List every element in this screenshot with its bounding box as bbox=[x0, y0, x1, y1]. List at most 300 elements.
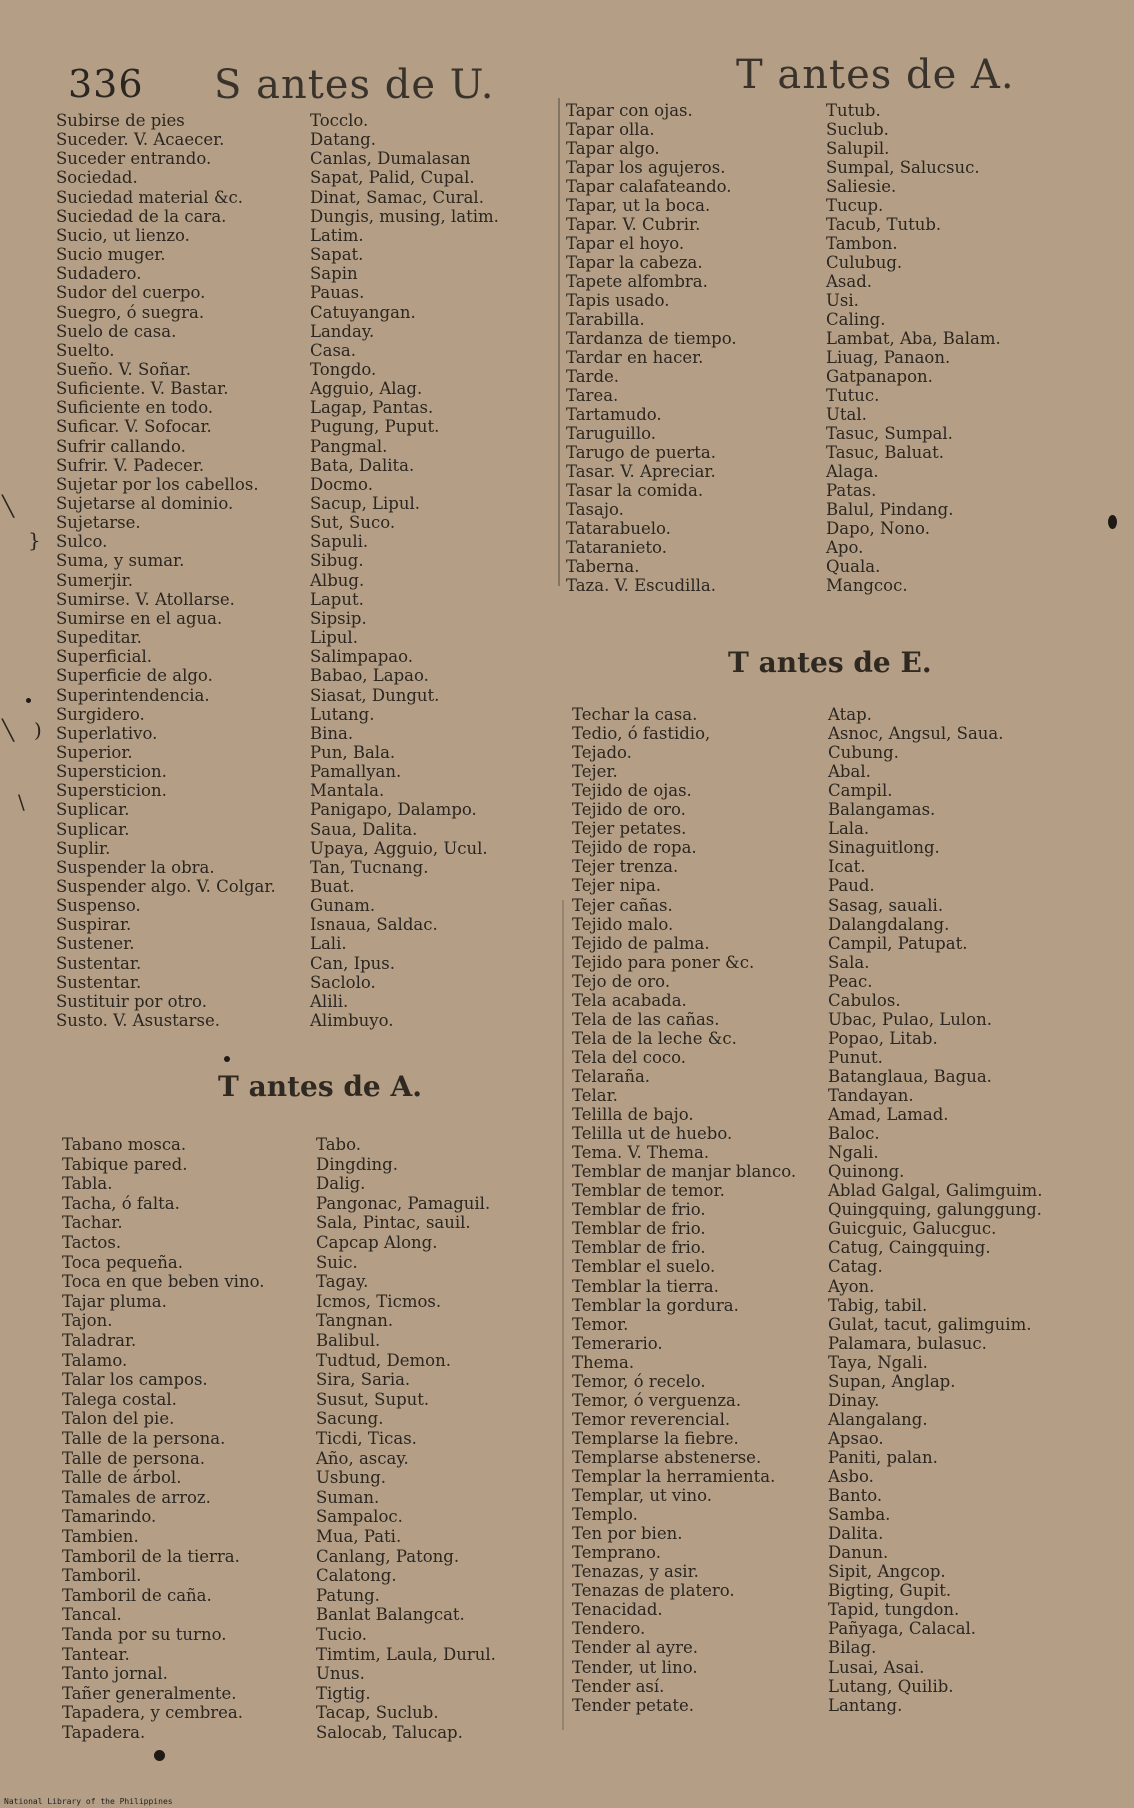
section-heading-t-antes-de-e: T antes de E. bbox=[728, 646, 932, 679]
entry-translation: Banlat Balangcat. bbox=[316, 1605, 465, 1625]
entry-translation: Liuag, Panaon. bbox=[826, 348, 951, 367]
entry-term: Sucio, ut lienzo. bbox=[56, 225, 190, 245]
entry-translation: Banto. bbox=[828, 1486, 883, 1506]
entry-term: Tender petate. bbox=[572, 1695, 695, 1715]
entry-translation: Canlang, Patong. bbox=[316, 1546, 460, 1566]
entry-term: Temor reverencial. bbox=[572, 1409, 731, 1429]
bracket-mark-3: ╲ bbox=[2, 718, 15, 742]
entry-translation: Agguio, Alag. bbox=[310, 379, 423, 399]
entry-term: Temblar de temor. bbox=[572, 1181, 725, 1201]
entry-term: Techar la casa. bbox=[572, 705, 698, 724]
entry-term: Tactos. bbox=[62, 1233, 122, 1252]
entry-translation: Gulat, tacut, galimguim. bbox=[828, 1314, 1032, 1334]
entry-term: Tejer nipa. bbox=[572, 876, 662, 896]
entry-translation: Paud. bbox=[828, 876, 875, 896]
entry-term: Suceder entrando. bbox=[56, 149, 212, 169]
entry-translation: Timtim, Laula, Durul. bbox=[316, 1644, 496, 1664]
entry-term: Temblar de manjar blanco. bbox=[572, 1162, 797, 1182]
entry-term: Supersticion. bbox=[56, 781, 167, 801]
entry-translation: Upaya, Agguio, Ucul. bbox=[310, 838, 488, 858]
entry-term: Tardanza de tiempo. bbox=[566, 329, 737, 348]
entry-term: Suspender la obra. bbox=[56, 857, 215, 877]
entry-translation: Lala. bbox=[828, 819, 870, 839]
entry-term: Tamarindo. bbox=[62, 1507, 157, 1527]
entry-translation: Tongdo. bbox=[310, 359, 377, 379]
ink-spot-2 bbox=[154, 1750, 165, 1761]
entry-term: Toca pequeña. bbox=[62, 1252, 183, 1272]
entry-term: Taladrar. bbox=[62, 1331, 137, 1350]
entry-term: Surgidero. bbox=[56, 704, 145, 724]
entry-term: Tajar pluma. bbox=[62, 1291, 167, 1311]
entry-translation: Panigapo, Dalampo. bbox=[310, 800, 477, 820]
entry-term: Suspenso. bbox=[56, 896, 141, 916]
entry-translation: Sala, Pintac, sauil. bbox=[316, 1213, 471, 1233]
entry-term: Taberna. bbox=[566, 557, 640, 576]
entry-translation: Asnoc, Angsul, Saua. bbox=[828, 724, 1004, 744]
entry-term: Talon del pie. bbox=[62, 1409, 175, 1429]
page-number: 336 bbox=[68, 62, 144, 106]
entry-translation: Baloc. bbox=[828, 1124, 880, 1144]
entry-term: Temblar el suelo. bbox=[572, 1257, 716, 1277]
entry-term: Supeditar. bbox=[56, 628, 142, 648]
entry-translation: Tocclo. bbox=[310, 111, 369, 130]
entry-term: Superior. bbox=[56, 742, 133, 762]
entry-translation: Catag. bbox=[828, 1257, 883, 1277]
entry-translation: Bilag. bbox=[828, 1638, 877, 1658]
entry-translation: Bina. bbox=[310, 723, 354, 743]
entry-translation: Alili. bbox=[310, 991, 349, 1011]
bracket-mark-4: ) bbox=[34, 718, 42, 742]
entry-term: Templar, ut vino. bbox=[572, 1486, 712, 1506]
entry-term: Tañer generalmente. bbox=[62, 1683, 237, 1703]
entry-translation: Balibul. bbox=[316, 1331, 381, 1350]
entry-translation: Taya, Ngali. bbox=[828, 1352, 928, 1372]
entry-translation: Ubac, Pulao, Lulon. bbox=[828, 1009, 992, 1029]
entry-term: Tabano mosca. bbox=[62, 1135, 187, 1154]
entry-translation: Tutuc. bbox=[826, 386, 880, 405]
entry-term: Temerario. bbox=[572, 1333, 663, 1353]
entry-translation: Can, Ipus. bbox=[310, 953, 395, 973]
entry-term: Tamboril. bbox=[62, 1566, 142, 1586]
entry-translation: Danun. bbox=[828, 1543, 889, 1563]
entry-translation: Mua, Pati. bbox=[316, 1527, 402, 1546]
entry-translation: Babao, Lapao. bbox=[310, 666, 429, 686]
entry-translation: Sipsip. bbox=[310, 608, 367, 628]
entry-term: Tarugo de puerta. bbox=[566, 443, 716, 462]
entry-term: Telilla ut de huebo. bbox=[572, 1124, 733, 1144]
entry-term: Sustituir por otro. bbox=[56, 991, 207, 1011]
entry-translation: Dalita. bbox=[828, 1524, 884, 1544]
entry-translation: Unus. bbox=[316, 1664, 365, 1684]
entry-translation: Tapid, tungdon. bbox=[828, 1600, 960, 1620]
entry-term: Tejer cañas. bbox=[572, 895, 673, 915]
entry-translation: Patung. bbox=[316, 1585, 380, 1605]
entry-term: Suelo de casa. bbox=[56, 321, 177, 341]
entry-term: Tejo de oro. bbox=[572, 971, 671, 991]
entry-translation: Apsao. bbox=[828, 1428, 884, 1448]
entry-translation: Tacap, Suclub. bbox=[316, 1703, 439, 1723]
entry-translation: Quala. bbox=[826, 557, 881, 576]
entry-translation: Tucup. bbox=[826, 196, 884, 215]
entry-term: Talamo. bbox=[62, 1350, 128, 1370]
footer-note: National Library of the Philippines bbox=[4, 1797, 173, 1806]
entry-translation: Sacung. bbox=[316, 1409, 384, 1429]
entry-term: Tapete alfombra. bbox=[566, 272, 708, 291]
entry-translation: Icmos, Ticmos. bbox=[316, 1291, 442, 1311]
entry-translation: Saua, Dalita. bbox=[310, 819, 418, 839]
entry-term: Suciedad de la cara. bbox=[56, 206, 227, 226]
entry-translation: Susut, Suput. bbox=[316, 1389, 430, 1409]
entry-term: Talle de persona. bbox=[62, 1448, 206, 1468]
entry-translation: Catuyangan. bbox=[310, 302, 416, 322]
entry-term: Suficiente en todo. bbox=[56, 398, 214, 418]
entry-term: Supersticion. bbox=[56, 762, 167, 782]
section-heading-t-antes-de-a-left: T antes de A. bbox=[218, 1070, 422, 1103]
entry-translation: Tabo. bbox=[316, 1135, 362, 1154]
entry-translation: Sapat. bbox=[310, 245, 364, 265]
entry-translation: Campil, Patupat. bbox=[828, 933, 968, 953]
entry-term: Superlativo. bbox=[56, 723, 158, 743]
entry-term: Sujetar por los cabellos. bbox=[56, 474, 259, 494]
entry-term: Susto. V. Asustarse. bbox=[56, 1011, 220, 1031]
entry-translation: Usbung. bbox=[316, 1468, 386, 1488]
entry-translation: Icat. bbox=[828, 857, 866, 877]
entry-term: Tarabilla. bbox=[566, 310, 645, 329]
entry-translation: Bigting, Gupit. bbox=[828, 1581, 952, 1601]
entry-term: Sufrir. V. Padecer. bbox=[56, 455, 205, 475]
entry-translation: Patas. bbox=[826, 481, 877, 500]
entry-translation: Tandayan. bbox=[828, 1086, 914, 1105]
entry-translation: Alaga. bbox=[826, 462, 879, 481]
entry-term: Sumerjir. bbox=[56, 570, 133, 590]
entry-translation: Peac. bbox=[828, 971, 873, 991]
entry-translation: Tudtud, Demon. bbox=[316, 1350, 451, 1370]
entry-term: Subirse de pies bbox=[56, 111, 185, 130]
entry-term: Sociedad. bbox=[56, 168, 138, 188]
entry-translation: Sala. bbox=[828, 952, 870, 972]
entry-term: Superintendencia. bbox=[56, 685, 210, 705]
entry-term: Superficie de algo. bbox=[56, 666, 213, 686]
entry-term: Temprano. bbox=[572, 1543, 661, 1563]
entry-term: Sulco. bbox=[56, 532, 108, 552]
entry-translation: Sapuli. bbox=[310, 532, 369, 552]
bracket-mark-5: \ bbox=[18, 790, 25, 814]
ink-spot-3 bbox=[224, 1056, 230, 1062]
entry-term: Temblar de frio. bbox=[572, 1238, 706, 1258]
entry-term: Tatarabuelo. bbox=[566, 519, 671, 538]
entry-term: Tapar con ojas. bbox=[566, 101, 693, 120]
entry-term: Suplicar. bbox=[56, 800, 130, 820]
entry-translation: Alimbuyo. bbox=[310, 1011, 394, 1031]
entry-translation: Caling. bbox=[826, 310, 886, 329]
entry-translation: Dungis, musing, latim. bbox=[310, 206, 499, 226]
entry-term: Tender al ayre. bbox=[572, 1638, 698, 1658]
entry-translation: Buat. bbox=[310, 877, 355, 896]
entry-term: Sueño. V. Soñar. bbox=[56, 359, 191, 379]
entry-term: Sustentar. bbox=[56, 972, 142, 992]
entry-term: Tender, ut lino. bbox=[572, 1657, 698, 1677]
entry-term: Templarse abstenerse. bbox=[572, 1447, 762, 1467]
entry-translation: Dingding. bbox=[316, 1154, 398, 1174]
entry-term: Tendero. bbox=[572, 1619, 646, 1639]
entry-term: Tejado. bbox=[572, 743, 632, 763]
entry-translation: Apo. bbox=[826, 538, 864, 557]
entry-term: Tapar calafateando. bbox=[566, 177, 732, 196]
column-divider-lower bbox=[562, 900, 564, 1730]
entry-translation: Ayon. bbox=[828, 1276, 875, 1296]
entry-translation: Lusai, Asai. bbox=[828, 1657, 925, 1677]
entry-translation: Bata, Dalita. bbox=[310, 455, 415, 475]
entry-translation: Tasuc, Sumpal. bbox=[826, 424, 953, 443]
entry-term: Sufrir callando. bbox=[56, 436, 186, 456]
entry-term: Tedio, ó fastidio, bbox=[572, 724, 711, 744]
entry-translation: Albug. bbox=[310, 570, 365, 590]
entry-translation: Suic. bbox=[316, 1252, 358, 1272]
entry-term: Tejido de oro. bbox=[572, 800, 686, 820]
entry-term: Tejido malo. bbox=[572, 914, 674, 934]
entry-translation: Lagap, Pantas. bbox=[310, 398, 434, 418]
entry-translation: Latim. bbox=[310, 225, 364, 245]
entry-term: Tabique pared. bbox=[62, 1154, 188, 1174]
entry-translation: Paniti, palan. bbox=[828, 1447, 938, 1467]
entry-translation: Suclub. bbox=[826, 120, 889, 139]
entry-term: Tancal. bbox=[62, 1605, 122, 1625]
entry-term: Telaraña. bbox=[572, 1066, 651, 1086]
entry-term: Telar. bbox=[572, 1086, 618, 1105]
entry-translation: Lutang. bbox=[310, 704, 375, 724]
entry-translation: Culubug. bbox=[826, 253, 903, 272]
entry-term: Sudadero. bbox=[56, 264, 142, 284]
entry-translation: Lipul. bbox=[310, 628, 358, 648]
entry-term: Suplir. bbox=[56, 838, 111, 858]
entry-term: Suspirar. bbox=[56, 915, 132, 935]
entry-term: Tacha, ó falta. bbox=[62, 1193, 180, 1213]
entry-term: Suplicar. bbox=[56, 819, 130, 839]
entry-translation: Usi. bbox=[826, 291, 859, 310]
entry-translation: Pamallyan. bbox=[310, 762, 402, 782]
entry-translation: Ablad Galgal, Galimguim. bbox=[828, 1181, 1043, 1201]
entry-translation: Tasuc, Baluat. bbox=[826, 443, 944, 462]
ink-spot-1 bbox=[1108, 515, 1117, 529]
entry-term: Tenazas, y asir. bbox=[572, 1562, 699, 1582]
entry-term: Tejido de palma. bbox=[572, 933, 710, 953]
entry-term: Temblar la gordura. bbox=[572, 1295, 739, 1315]
entry-term: Suceder. V. Acaecer. bbox=[56, 130, 225, 150]
entry-translation: Catug, Caingquing. bbox=[828, 1238, 991, 1258]
entry-term: Tanda por su turno. bbox=[62, 1625, 227, 1644]
entry-term: Tender así. bbox=[572, 1676, 665, 1696]
entry-translation: Lutang, Quilib. bbox=[828, 1676, 954, 1696]
entry-translation: Sacup, Lipul. bbox=[310, 494, 421, 513]
entry-term: Tapar. V. Cubrir. bbox=[566, 215, 701, 234]
entry-term: Tenacidad. bbox=[572, 1600, 663, 1620]
entry-term: Tamboril de la tierra. bbox=[62, 1546, 240, 1566]
entry-term: Tela de la leche &c. bbox=[572, 1028, 737, 1048]
entry-translation: Año, ascay. bbox=[316, 1448, 409, 1468]
entry-translation: Quingquing, galunggung. bbox=[828, 1200, 1042, 1220]
entry-translation: Tangnan. bbox=[316, 1311, 394, 1331]
entry-translation: Pugung, Puput. bbox=[310, 417, 440, 437]
entry-translation: Mangcoc. bbox=[826, 576, 908, 595]
entry-translation: Cubung. bbox=[828, 743, 899, 763]
entry-translation: Salimpapao. bbox=[310, 647, 414, 667]
entry-term: Tantear. bbox=[62, 1644, 130, 1664]
entry-translation: Mantala. bbox=[310, 781, 385, 801]
entry-translation: Sibug. bbox=[310, 551, 364, 571]
entry-translation: Atap. bbox=[828, 705, 872, 724]
entry-translation: Tan, Tucnang. bbox=[310, 857, 429, 877]
entry-translation: Quinong. bbox=[828, 1162, 905, 1182]
entry-term: Suspender algo. V. Colgar. bbox=[56, 877, 276, 896]
entry-term: Tela del coco. bbox=[572, 1047, 687, 1067]
entry-term: Tejer. bbox=[572, 762, 618, 782]
entry-term: Tejido para poner &c. bbox=[572, 952, 755, 972]
entry-translation: Pañyaga, Calacal. bbox=[828, 1619, 977, 1639]
entry-translation: Abal. bbox=[828, 762, 871, 782]
entry-term: Taruguillo. bbox=[566, 424, 656, 443]
entry-term: Templo. bbox=[572, 1505, 638, 1525]
entry-term: Temblar la tierra. bbox=[572, 1276, 719, 1296]
entry-term: Toca en que beben vino. bbox=[62, 1272, 265, 1292]
entry-term: Sudor del cuerpo. bbox=[56, 283, 206, 303]
entry-term: Tapis usado. bbox=[566, 291, 670, 310]
bracket-mark-1: ╲ bbox=[2, 494, 15, 518]
entry-term: Tasajo. bbox=[566, 500, 624, 519]
entry-term: Tapar algo. bbox=[566, 139, 660, 158]
entry-term: Suficiente. V. Bastar. bbox=[56, 379, 229, 399]
entry-term: Talega costal. bbox=[62, 1389, 177, 1409]
column-divider bbox=[558, 98, 560, 586]
entry-term: Tanto jornal. bbox=[62, 1664, 168, 1684]
entry-term: Telilla de bajo. bbox=[572, 1105, 694, 1125]
entry-term: Tejer trenza. bbox=[572, 857, 679, 877]
entry-translation: Dinay. bbox=[828, 1390, 880, 1410]
entry-translation: Sinaguitlong. bbox=[828, 838, 940, 858]
entry-translation: Ngali. bbox=[828, 1143, 879, 1163]
entry-translation: Lali. bbox=[310, 934, 347, 954]
entry-translation: Samba. bbox=[828, 1505, 891, 1525]
entry-translation: Lantang. bbox=[828, 1695, 903, 1715]
entry-term: Tapar el hoyo. bbox=[566, 234, 685, 253]
entry-term: Suelto. bbox=[56, 340, 115, 360]
entry-term: Taza. V. Escudilla. bbox=[566, 576, 716, 595]
entry-translation: Popao, Litab. bbox=[828, 1028, 938, 1048]
entry-translation: Tambon. bbox=[826, 234, 898, 253]
entry-translation: Alangalang. bbox=[828, 1409, 928, 1429]
entry-term: Tapadera, y cembrea. bbox=[62, 1703, 244, 1723]
entry-translation: Sut, Suco. bbox=[310, 513, 396, 533]
entry-translation: Balul, Pindang. bbox=[826, 500, 954, 519]
entry-translation: Balangamas. bbox=[828, 800, 936, 820]
entry-term: Tapar la cabeza. bbox=[566, 253, 703, 272]
entry-term: Sucio muger. bbox=[56, 245, 166, 265]
entry-translation: Calatong. bbox=[316, 1566, 397, 1586]
entry-translation: Punut. bbox=[828, 1047, 883, 1067]
entry-translation: Saclolo. bbox=[310, 972, 376, 992]
entry-term: Temblar de frio. bbox=[572, 1200, 706, 1220]
entry-translation: Siasat, Dungut. bbox=[310, 685, 440, 705]
entry-translation: Tutub. bbox=[826, 101, 881, 120]
entry-translation: Sipit, Angcop. bbox=[828, 1562, 946, 1582]
entry-term: Tapadera. bbox=[62, 1723, 146, 1742]
entry-term: Temor. bbox=[572, 1314, 629, 1334]
entry-translation: Asad. bbox=[826, 272, 873, 291]
entry-translation: Pun, Bala. bbox=[310, 742, 396, 762]
entry-term: Sujetarse. bbox=[56, 513, 141, 533]
entry-term: Thema. bbox=[572, 1352, 635, 1372]
entry-term: Tambien. bbox=[62, 1527, 139, 1546]
ink-spot-4 bbox=[26, 698, 31, 703]
entry-translation: Saliesie. bbox=[826, 177, 897, 196]
entry-translation: Gatpanapon. bbox=[826, 367, 933, 386]
entry-translation: Suman. bbox=[316, 1487, 380, 1507]
entry-translation: Supan, Anglap. bbox=[828, 1371, 956, 1391]
entry-term: Temor, ó verguenza. bbox=[572, 1390, 742, 1410]
entry-translation: Tagay. bbox=[316, 1272, 369, 1292]
entry-translation: Cabulos. bbox=[828, 990, 901, 1010]
entry-translation: Dinat, Samac, Cural. bbox=[310, 187, 484, 207]
entry-term: Talar los campos. bbox=[62, 1370, 208, 1390]
entry-translation: Dalangdalang. bbox=[828, 914, 950, 934]
entry-term: Tapar los agujeros. bbox=[566, 158, 726, 177]
entry-term: Sustener. bbox=[56, 934, 135, 954]
entry-term: Tema. V. Thema. bbox=[572, 1143, 710, 1163]
entry-term: Sustentar. bbox=[56, 953, 142, 973]
entry-translation: Palamara, bulasuc. bbox=[828, 1333, 987, 1353]
entry-term: Temblar de frio. bbox=[572, 1219, 706, 1239]
entry-translation: Sampaloc. bbox=[316, 1507, 403, 1527]
entry-translation: Sasag, sauali. bbox=[828, 895, 944, 915]
entry-translation: Tacub, Tutub. bbox=[826, 215, 942, 234]
left-page-header: S antes de U. bbox=[214, 62, 495, 108]
entry-translation: Laput. bbox=[310, 589, 364, 609]
entry-term: Tarea. bbox=[566, 386, 619, 405]
entry-term: Tamales de arroz. bbox=[62, 1487, 211, 1507]
entry-term: Sujetarse al dominio. bbox=[56, 494, 234, 513]
entry-term: Sumirse en el agua. bbox=[56, 608, 223, 628]
entry-translation: Pangmal. bbox=[310, 436, 388, 456]
entry-translation: Tabig, tabil. bbox=[828, 1295, 928, 1315]
entry-term: Tachar. bbox=[62, 1213, 123, 1233]
entry-term: Tarde. bbox=[566, 367, 620, 386]
entry-term: Sumirse. V. Atollarse. bbox=[56, 589, 235, 609]
entry-translation: Pangonac, Pamaguil. bbox=[316, 1193, 491, 1213]
entry-translation: Datang. bbox=[310, 130, 376, 150]
entry-translation: Salupil. bbox=[826, 139, 890, 158]
entry-term: Ten por bien. bbox=[572, 1524, 683, 1544]
entry-term: Tataranieto. bbox=[566, 538, 667, 557]
entry-term: Superficial. bbox=[56, 647, 153, 667]
entry-term: Tartamudo. bbox=[566, 405, 662, 424]
entry-term: Tejido de ojas. bbox=[572, 781, 692, 801]
entry-translation: Salocab, Talucap. bbox=[316, 1723, 463, 1742]
entry-translation: Landay. bbox=[310, 321, 375, 341]
entry-term: Talle de árbol. bbox=[62, 1468, 182, 1488]
entry-translation: Tigtig. bbox=[316, 1683, 371, 1703]
entry-term: Talle de la persona. bbox=[62, 1429, 226, 1448]
entry-translation: Sapat, Palid, Cupal. bbox=[310, 168, 475, 188]
entry-translation: Sumpal, Salucsuc. bbox=[826, 158, 980, 177]
entry-term: Templarse la fiebre. bbox=[572, 1428, 739, 1448]
entry-term: Temor, ó recelo. bbox=[572, 1371, 706, 1391]
entry-translation: Canlas, Dumalasan bbox=[310, 149, 471, 169]
entry-translation: Dalig. bbox=[316, 1174, 366, 1194]
entry-term: Suma, y sumar. bbox=[56, 551, 185, 571]
entry-translation: Campil. bbox=[828, 781, 893, 801]
entry-translation: Batanglaua, Bagua. bbox=[828, 1066, 992, 1086]
entry-term: Tejido de ropa. bbox=[572, 838, 697, 858]
entry-translation: Tucio. bbox=[316, 1625, 368, 1644]
